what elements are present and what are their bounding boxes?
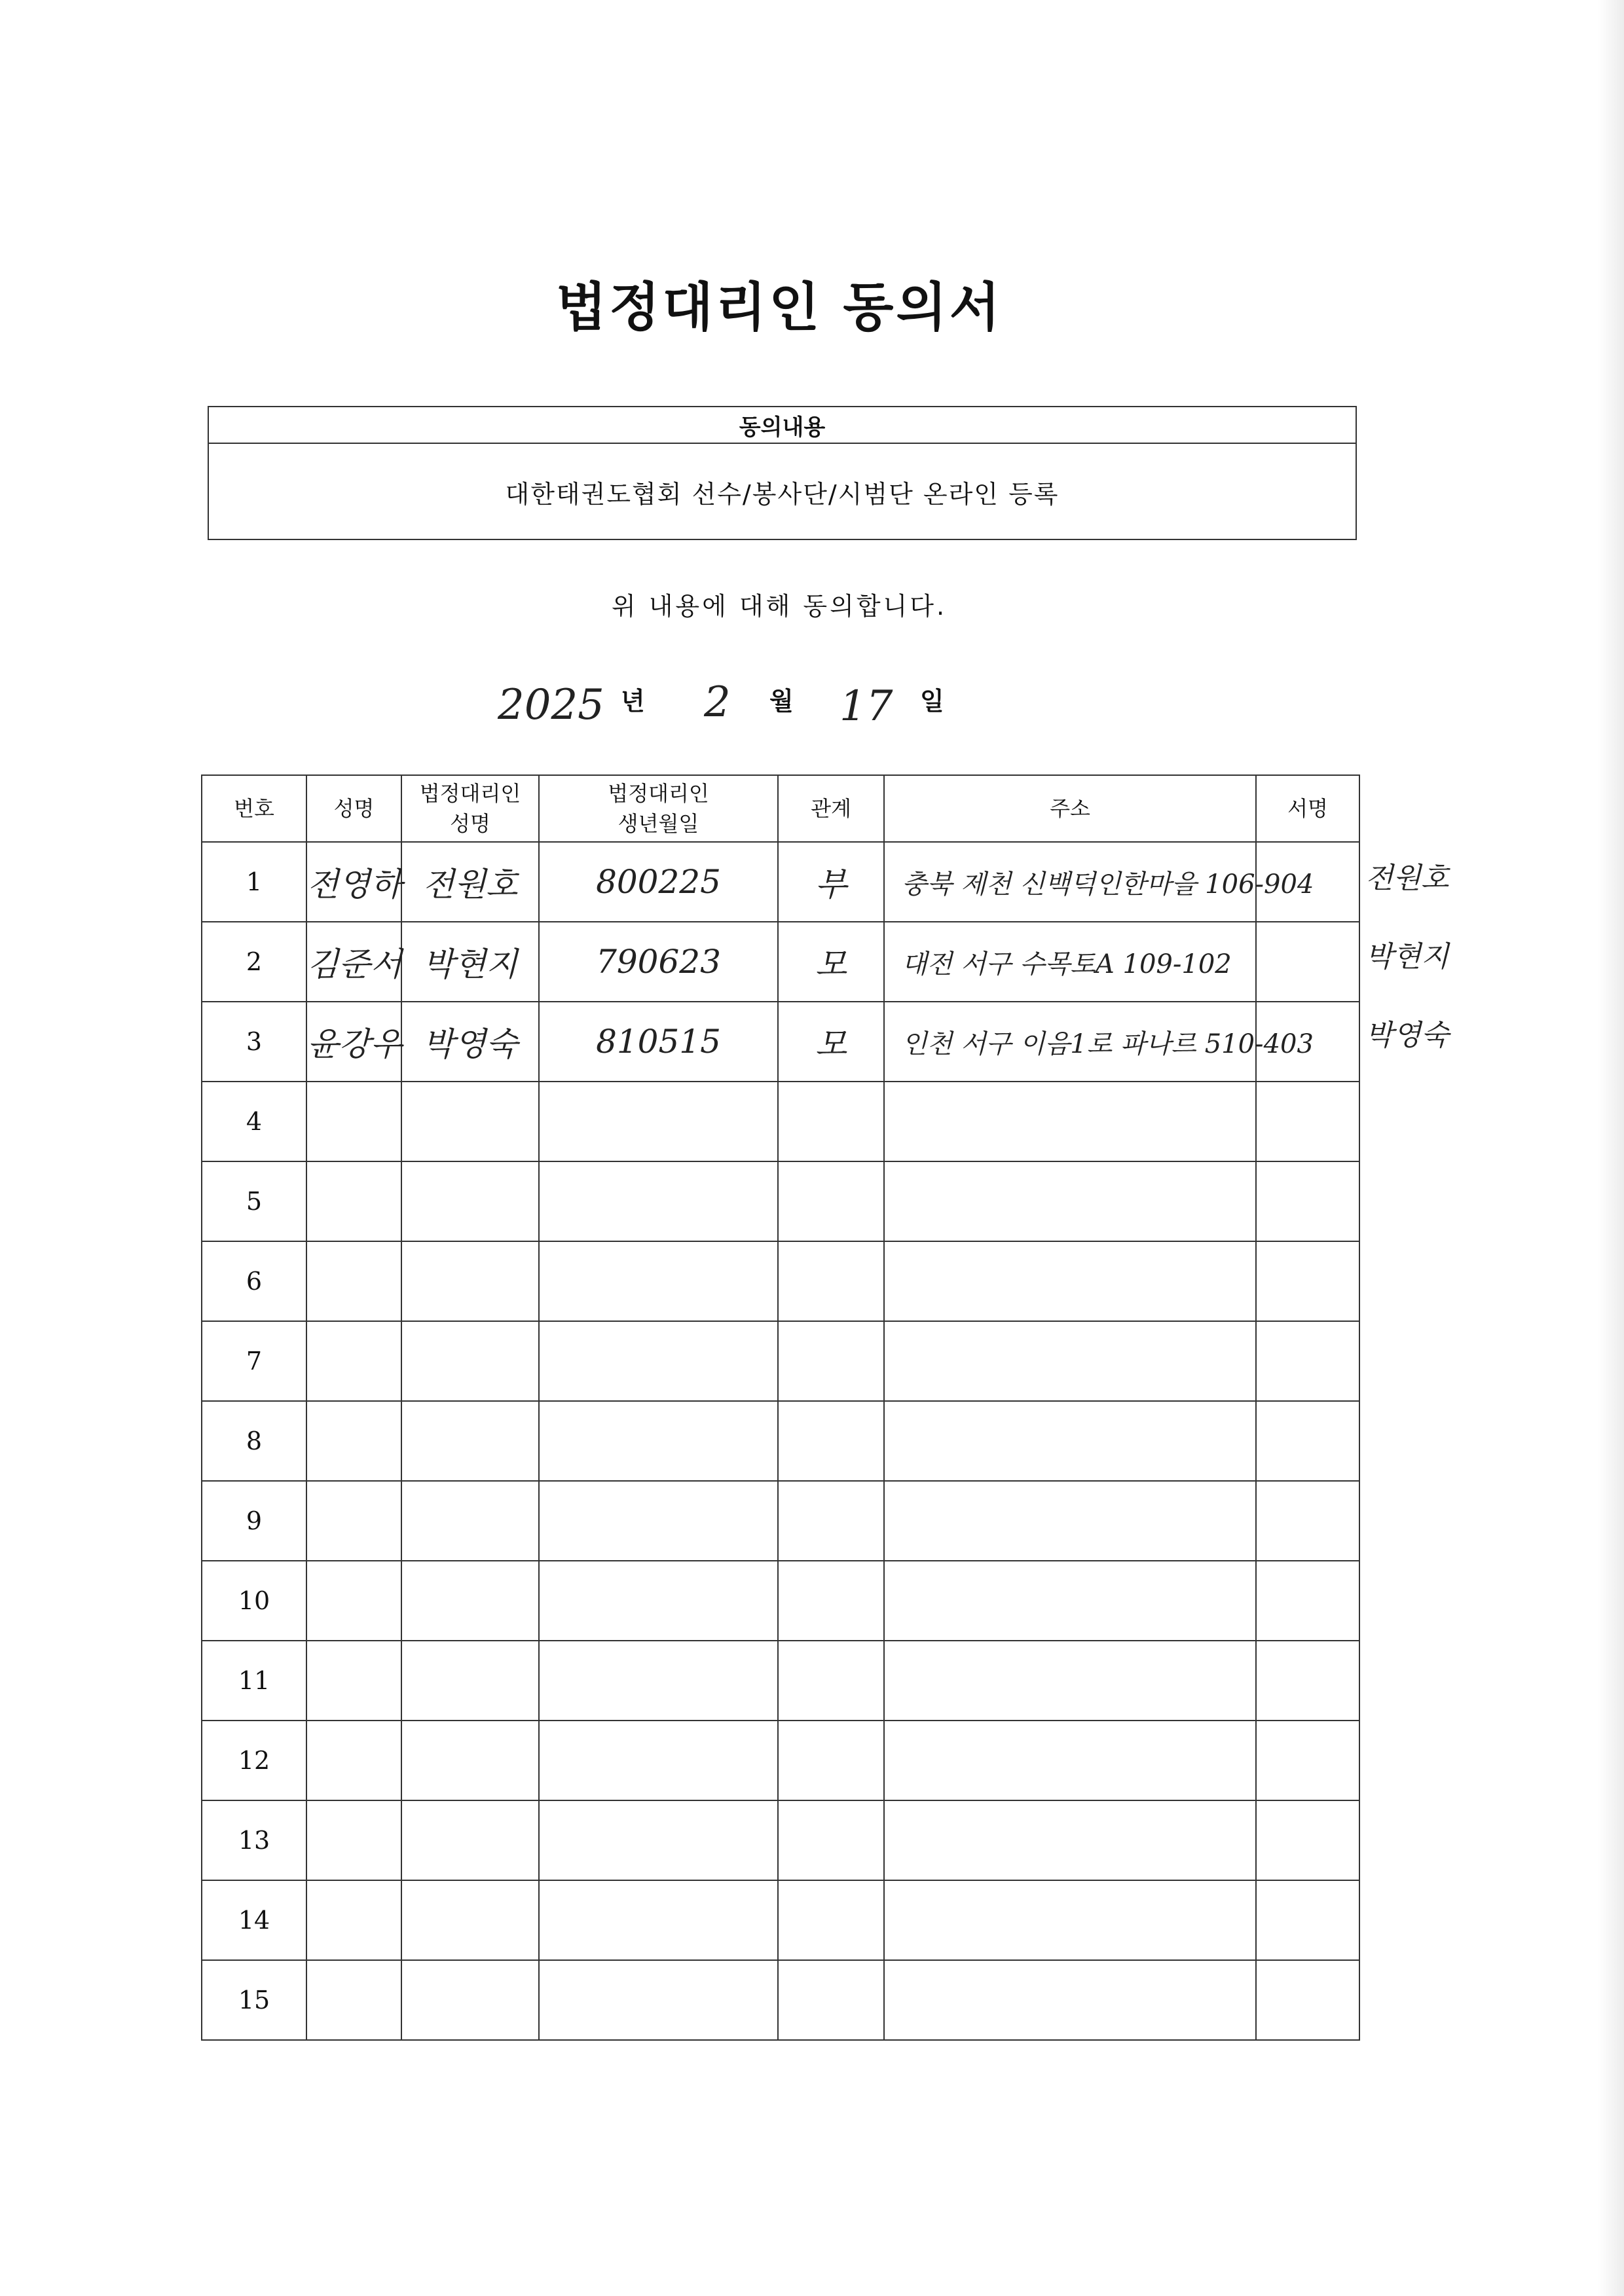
header-guardian-name <box>401 775 539 842</box>
cell-address <box>884 1401 1256 1481</box>
cell-guardian-birth <box>539 1082 778 1161</box>
cell-guardian-birth <box>539 1241 778 1321</box>
cell-guardian-name <box>401 1960 539 2040</box>
header-signature: 서명 <box>1256 775 1359 842</box>
cell-name <box>306 1641 401 1721</box>
cell-signature <box>1256 1241 1359 1321</box>
row-number: 6 <box>202 1241 306 1321</box>
cell-signature <box>1256 1161 1359 1241</box>
cell-relation-handwriting: 모 <box>815 945 847 983</box>
cell-relation-handwriting: 부 <box>815 866 847 903</box>
cell-guardian-name-handwriting: 박현지 <box>422 945 518 983</box>
cell-relation-handwriting: 모 <box>815 1025 847 1063</box>
cell-guardian-birth <box>539 1721 778 1800</box>
cell-relation <box>778 1641 884 1721</box>
header-guardian-birth-line2: 생년월일 <box>618 811 699 836</box>
cell-relation <box>778 1321 884 1401</box>
cell-guardian-birth <box>539 922 778 1002</box>
table-row <box>202 1161 1359 1241</box>
cell-signature <box>1256 1641 1359 1721</box>
cell-guardian-name <box>401 1880 539 1960</box>
consent-box <box>208 406 1357 540</box>
cell-guardian-name <box>401 1561 539 1641</box>
cell-address-handwriting: 충북 제천 신백덕인한마을 106-904 <box>902 869 1314 900</box>
cell-relation <box>778 1960 884 2040</box>
cell-address <box>884 922 1256 1002</box>
cell-signature <box>1256 1721 1359 1800</box>
cell-relation <box>778 922 884 1002</box>
table-row <box>202 1561 1359 1641</box>
cell-name <box>306 1401 401 1481</box>
cell-address <box>884 1800 1256 1880</box>
table-row <box>202 1721 1359 1800</box>
cell-name <box>306 922 401 1002</box>
table-row <box>202 842 1359 922</box>
table-row <box>202 1880 1359 1960</box>
header-guardian-birth-line1: 법정대리인 <box>608 780 709 806</box>
cell-relation <box>778 1481 884 1561</box>
cell-guardian-name-handwriting: 박영숙 <box>422 1025 518 1063</box>
row-number: 13 <box>202 1800 306 1880</box>
signature-row-3: 박영숙 <box>1365 1019 1449 1052</box>
signature-row-1: 전원호 <box>1365 862 1449 895</box>
cell-guardian-birth-handwriting: 790623 <box>596 943 721 981</box>
cell-relation <box>778 1721 884 1800</box>
cell-address-handwriting: 인천 서구 이음1로 파나르 510-403 <box>902 1029 1314 1059</box>
cell-relation <box>778 1002 884 1082</box>
cell-guardian-birth <box>539 1561 778 1641</box>
row-number: 8 <box>202 1401 306 1481</box>
cell-relation <box>778 842 884 922</box>
table-header-row <box>202 775 1359 842</box>
cell-address <box>884 842 1314 922</box>
cell-address <box>884 1002 1314 1082</box>
table-row <box>202 1481 1359 1561</box>
cell-guardian-name-handwriting: 전원호 <box>422 866 518 903</box>
row-number: 12 <box>202 1721 306 1800</box>
cell-signature <box>1256 1800 1359 1880</box>
row-number: 2 <box>202 922 306 1002</box>
date-line <box>0 668 1624 746</box>
cell-guardian-name <box>401 1321 539 1401</box>
cell-signature <box>1256 922 1359 1002</box>
cell-signature <box>1256 1401 1359 1481</box>
cell-guardian-birth <box>539 1880 778 1960</box>
cell-signature <box>1256 1960 1359 2040</box>
agree-statement: 위 내용에 대해 동의합니다. <box>611 592 948 621</box>
row-number: 3 <box>202 1002 306 1082</box>
cell-guardian-name <box>401 1641 539 1721</box>
row-number: 1 <box>202 842 306 922</box>
cell-signature <box>1256 1002 1359 1082</box>
cell-guardian-birth <box>539 1960 778 2040</box>
cell-name <box>306 1721 401 1800</box>
cell-address <box>884 1082 1256 1161</box>
cell-relation <box>778 1082 884 1161</box>
cell-name-handwriting: 윤강우 <box>307 1025 402 1063</box>
table-row <box>202 1241 1359 1321</box>
cell-name <box>306 842 401 922</box>
cell-relation <box>778 1880 884 1960</box>
table-row <box>202 922 1359 1002</box>
cell-guardian-birth <box>539 1481 778 1561</box>
cell-address <box>884 1161 1256 1241</box>
cell-name <box>306 1561 401 1641</box>
row-number: 11 <box>202 1641 306 1721</box>
date-day: 17 <box>840 682 893 731</box>
cell-address <box>884 1960 1256 2040</box>
cell-guardian-name <box>401 1161 539 1241</box>
cell-name <box>306 1161 401 1241</box>
cell-name-handwriting: 전영하 <box>307 866 402 903</box>
cell-guardian-name <box>401 1800 539 1880</box>
cell-name <box>306 1002 401 1082</box>
cell-relation <box>778 1800 884 1880</box>
cell-guardian-name <box>401 1481 539 1561</box>
table-row <box>202 1800 1359 1880</box>
row-number: 14 <box>202 1880 306 1960</box>
cell-name <box>306 1960 401 2040</box>
cell-relation <box>778 1161 884 1241</box>
cell-signature <box>1256 1561 1359 1641</box>
header-relation: 관계 <box>778 775 884 842</box>
scan-edge-shadow <box>1598 0 1624 2296</box>
cell-signature <box>1256 842 1359 922</box>
cell-address <box>884 1561 1256 1641</box>
cell-guardian-name <box>401 1002 539 1082</box>
signature-row-2: 박현지 <box>1365 940 1449 974</box>
header-guardian-name-line1: 법정대리인 <box>419 780 521 806</box>
cell-relation <box>778 1561 884 1641</box>
table-row <box>202 1641 1359 1721</box>
cell-guardian-birth <box>539 1641 778 1721</box>
table-row <box>202 1002 1359 1082</box>
document-title: 법정대리인 동의서 <box>555 277 1003 338</box>
consent-content: 대한태권도협회 선수/봉사단/시범단 온라인 등록 <box>505 480 1060 509</box>
cell-signature <box>1256 1082 1359 1161</box>
cell-guardian-name <box>401 1721 539 1800</box>
consent-roster-table <box>201 774 1360 2041</box>
row-number: 5 <box>202 1161 306 1241</box>
cell-guardian-name <box>401 1082 539 1161</box>
consent-header: 동의내용 <box>209 407 1356 444</box>
header-guardian-birth <box>539 775 778 842</box>
cell-guardian-birth <box>539 1321 778 1401</box>
date-year-unit: 년 <box>621 687 645 716</box>
cell-address <box>884 1880 1256 1960</box>
row-number: 9 <box>202 1481 306 1561</box>
cell-guardian-name <box>401 922 539 1002</box>
cell-name <box>306 1321 401 1401</box>
table-row <box>202 1960 1359 2040</box>
date-day-unit: 일 <box>920 687 944 716</box>
table-row <box>202 1321 1359 1401</box>
header-no: 번호 <box>202 775 306 842</box>
cell-guardian-birth <box>539 1800 778 1880</box>
date-year: 2025 <box>498 681 604 729</box>
row-number: 10 <box>202 1561 306 1641</box>
cell-guardian-name <box>401 1241 539 1321</box>
cell-relation <box>778 1401 884 1481</box>
cell-guardian-birth <box>539 842 778 922</box>
table-row <box>202 1082 1359 1161</box>
row-number: 7 <box>202 1321 306 1401</box>
cell-name <box>306 1880 401 1960</box>
cell-name <box>306 1241 401 1321</box>
cell-signature <box>1256 1880 1359 1960</box>
cell-guardian-birth-handwriting: 810515 <box>596 1023 721 1061</box>
cell-address <box>884 1721 1256 1800</box>
header-guardian-name-line2: 성명 <box>450 811 490 836</box>
header-name: 성명 <box>306 775 401 842</box>
cell-address <box>884 1241 1256 1321</box>
row-number: 4 <box>202 1082 306 1161</box>
cell-name <box>306 1082 401 1161</box>
cell-guardian-name <box>401 842 539 922</box>
cell-signature <box>1256 1481 1359 1561</box>
date-month: 2 <box>704 678 731 727</box>
cell-address <box>884 1321 1256 1401</box>
table-row <box>202 1401 1359 1481</box>
cell-guardian-birth-handwriting: 800225 <box>596 863 721 901</box>
cell-relation <box>778 1241 884 1321</box>
header-address: 주소 <box>884 775 1256 842</box>
cell-address <box>884 1641 1256 1721</box>
cell-guardian-birth <box>539 1161 778 1241</box>
cell-guardian-name <box>401 1401 539 1481</box>
cell-guardian-birth <box>539 1401 778 1481</box>
row-number: 15 <box>202 1960 306 2040</box>
date-month-unit: 월 <box>769 687 794 716</box>
cell-address-handwriting: 대전 서구 수목토A 109-102 <box>902 949 1232 979</box>
cell-address <box>884 1481 1256 1561</box>
cell-name <box>306 1800 401 1880</box>
cell-name-handwriting: 김준서 <box>307 945 402 983</box>
cell-signature <box>1256 1321 1359 1401</box>
cell-guardian-birth <box>539 1002 778 1082</box>
cell-name <box>306 1481 401 1561</box>
